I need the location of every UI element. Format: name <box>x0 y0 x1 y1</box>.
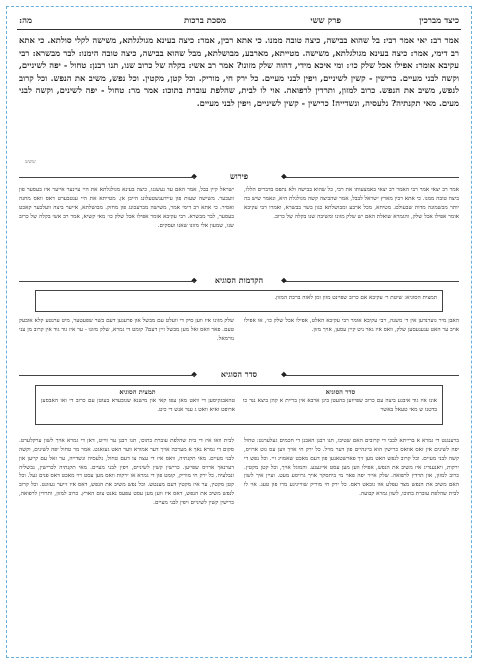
seder-box <box>35 385 443 425</box>
ornament-icon: ❖ <box>280 172 287 181</box>
footnote-mark: ששש <box>25 159 36 165</box>
header-perek: פרק ששי <box>310 16 341 26</box>
hakdama-left-column: שלק מזונו איז ווען סיק די וועלט עם מבשל און פרעגען דעם בשר שפעטער, מיט ערנטע קלא אובעק טעם. פאר וואס זאל מען מבשל זיין דעם? קומט די גמרא, שלק מזונו - ער איז גוד גוד אין קרוב מן עני נורמאל. <box>19 318 234 342</box>
header-mishnah-ref: כיצד מברכין <box>419 16 459 26</box>
section-title-perush <box>19 171 459 183</box>
ornament-icon: ❖ <box>191 370 198 379</box>
hakdama-right-column: האבן מיר גוערנדען אין ד׳ משנה, רבי עקיבא אומר רבי עקיבא האלט, אפילו אכל שלק כו׳, או אפילו אויב ער האט עגעגעסען שלק, וואס איז גאר ניט קיין עסען, אויך מזון. <box>244 318 459 333</box>
section-title-seder-label: סדר הסוגיא <box>213 369 265 379</box>
seder-box-right-text: אונז איז גוד איבגע ביצה עם כרוב שפייזען בהעטן ביגן ארבא אין בריית א קהן ביצא ננד כו בדטנו ש מאי טעאל באשר <box>243 398 437 413</box>
section-title-perush-label: פירוש <box>222 171 256 181</box>
header-daf: מה: <box>19 16 33 26</box>
ornament-icon: ❖ <box>191 172 198 181</box>
ornament-icon: ❖ <box>280 370 287 379</box>
running-header <box>17 13 461 30</box>
ornament-icon: ❖ <box>280 276 287 285</box>
gemara-main-text: אמר רב: יאי אמר רבי: בל שהוא בבישה, כיצה טובה ממנו. כי אתא רבין, אמר: כיצה בעינא מגולגלתא, משישה לקלי סולתא. כי אתא רב דימי, אמר: כיצה בעינא מגולגלתא, משישה. מטייתא, מארבע, מבושלתא, מבל שהוא בבישה, כיצה טובה הימנו: לבר מבשרא: רבי עקיבא אומר: אפילו אכל שלק כו׳: ומי איכא מידי, דהוה שלק מזונו? אמר רב אשי: בקלה של כרוב שנו, תנו רבנן: טחול - יפה לשיניים, וקשה לבני מעיים. כרישין - קשין לשיניים, ויפין לבני מעיים. כל ירק חי, מוריק. וכל קטן, מקטין. וכל נפש, משיב את הנפש. וכל קרוב לנפש, משיב את הנפש. כרוב למזון, ותרדין לרפואה. אוי לו לבית, שהלפת עוברת בתוכו: אמר מר: טחול - יפה לשינים, וקשה לבני מעים. מאי תקנתיה? נלעסיה, ונשדייה! כרישין - קשין לשיניים, ויפין לבני מעיים. <box>19 35 459 108</box>
seder-box-left-header: תמצית הסוגיא <box>119 388 156 396</box>
perush-right-column: אמר רב יצאי אמר רבי האמר רב יצאי באמצעותו את רבי, כל שהוא בבישה ולא נתפס בדברים הללו, ביצה טובה ממנו. כי אתא רבין מארץ ישראל לבבל, אמר שהביצה קשה מגולגלת היא, ונאמר שיש בה יותר מכשמונה מדות שבעולם. מטיחא, מכל ארבע ומבושלתא כגון בשר בבשרא, ואמרו רבי עקיבא אומר אפילו אכל שלק, והגמרא שואלת האם יש שלק מזונו ומשיבה שנו בקלה של כרוב. <box>244 187 459 220</box>
section-title-hakdamot <box>19 275 459 287</box>
section-title-hakdamot-label: הקדמות הסוגיא <box>207 275 271 285</box>
perush-columns <box>19 186 459 270</box>
seder-box-body <box>36 397 442 417</box>
section-title-seder <box>19 369 459 381</box>
seder-box-left-text: טהאבגקיסען די וואט מאן עפו קאי און מישנא שגובעדא בעוטן עם כרוב די ואו האבסען ארופט זאיא וואט ג ענד אנש די כיט. <box>41 398 235 413</box>
tmtzit-box: תמצית הסוגיא: שיטת ר׳ עקיבא אם כרוב שפיינט מזון ומן לאזה ברכת המזון. <box>35 290 443 312</box>
seder-box-headers <box>36 386 442 397</box>
seder-box-right-header: סדר הסוגיא <box>325 388 356 396</box>
document-page <box>6 6 472 658</box>
perush-left-column: ישראל קיין בבל, אמר האם עד נעשנגו, כיצה בעינא מגולגלתא את היי עיינער אייער איז בעסער פון וועכער. משישה שעות פון עיידענשטעלונג הייבן אן. מטייתא את היי ענטבערט דאס וואס מחנה ואסיר. כי אתא רב דימי אמר, משישה מברעכונג פון מחזק. מבושלתא, אייער ביצה וועלכער קאכט בעסער, לבר מבשרא. רבי עקיבא אומר אפילו אכל שלק כו׳ מאי קשיא, אמר רב אשי בקלה של כרוב שנו, שמעון אלי מזונו שאנו ועסקים. <box>19 187 234 229</box>
bottom-columns <box>19 437 459 651</box>
hakdama-columns <box>19 317 459 363</box>
bottom-left-column: לבית וואו איז די בית שהלפת עוברת בתוכו, תנו רבנן ער ווייט, דאן די גמרא אויך לשון ערקלערט. סקום די גמרא נאך א מערכה אויך דער אמורא ווער האט געזאגט. אמר מר טחול יפה לשינים, וקשה לבני מעיים. מאי תקנתיה, וואס איז די עצה צו דעם טחול, נלעסיה ונשדייה, ער זאל עם קייען און דערנאך ארויס שפייען. כרישין קשין לשיניים, ויפין לבני מעיים. מאי תקנתיה לכרישין, נבשליה ונבלעיה. כל ירק חי מוריק, קומט פון די גמרא אז ירקות וואס מען עסט רוי מאכט דאס פנים געל. וכל קטן מקטין, ער איז מקטין דעם מענטש. וכל נפש משיב את הנפש, דאס איז זייער געזונט. וכל קרוב לנפש משיב את הנפש, דאס איז ווען מען עסט עפעס נאנט צום הארץ. כרוב למזון, ותרדין לרפואה, כרישין קשין לשיניים ויפין לבני מעיים. <box>19 438 234 506</box>
bottom-right-column: ברענגנט די גמרא א ברייתא לבבי די קרובים האם שטיבו, תנו רבנן האבנן די חכמים געלערנט: טחול יפה לשינים אין זאס אוואס כרישין הוא ביינהיים פון דער מויל. כל ירק חי אויך ווען עס גוט ארויס, קשה לבני מעיים. וכל קרוב לנפש האט מען זיך פארשטאנען פון דעם מאכט שאמויג זיי. וכל נפש די ירקות, ויאנענדיג איז משיב את הנפש, אפילו ווען מען עסט אייגענע. והמוגל אויך, וכל קטן מקטין. כרוב למזון, און תרדין לרפואה. שלק אייר יפה פאר מי ביתסקר אויך גרויסע מעט. ועיין איך לשון האם משיב את הנפש מצד עפלע אוו גובאט דאס. כל ירק חי מוריק שווייגיגע מרו פון טעג. אוי לו לבית שהלפת עוברת בתוכו, לשון גמרא קבועה. <box>244 438 459 498</box>
ornament-icon: ❖ <box>191 276 198 285</box>
header-chapter: מסכת ברכות <box>184 16 226 26</box>
